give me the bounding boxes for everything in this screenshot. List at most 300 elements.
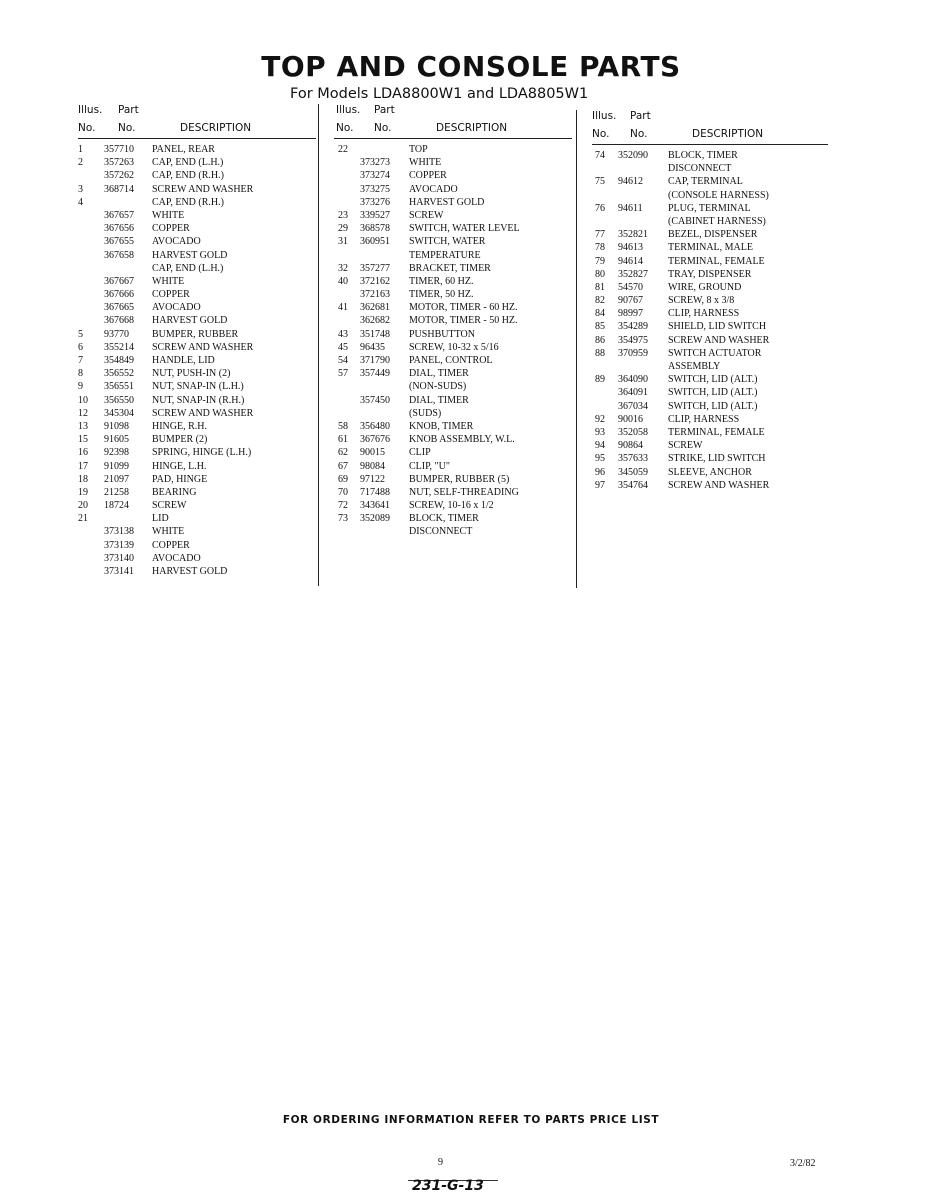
part-row (78, 394, 316, 407)
description: TERMINAL, MALE (668, 242, 753, 254)
part-row (334, 512, 572, 525)
part-row (78, 209, 316, 222)
description: BEZEL, DISPENSER (668, 229, 758, 241)
part-row (78, 380, 316, 393)
part-no: 94612 (618, 176, 643, 188)
part-row (78, 314, 316, 327)
description: PANEL, CONTROL (409, 355, 493, 366)
description: SWITCH, WATER LEVEL (409, 223, 520, 235)
illus-no: 31 (338, 236, 348, 248)
illus-no: 4 (78, 196, 83, 208)
illus-no: 93 (595, 426, 605, 438)
part-no: 360951 (360, 236, 390, 248)
illus-no: 22 (338, 144, 348, 155)
description: CAP, END (R.H.) (152, 196, 224, 208)
part-no: 373141 (104, 566, 134, 577)
part-no: 93770 (104, 328, 129, 340)
description: SCREW, 8 x 3/8 (668, 295, 735, 307)
column-header (334, 104, 572, 140)
description: SCREW AND WASHER (152, 341, 254, 353)
description: BLOCK, TIMER (668, 150, 738, 161)
description: CLIP (409, 447, 431, 459)
description: STRIKE, LID SWITCH (668, 453, 766, 465)
part-row (78, 446, 316, 459)
part-no: 367666 (104, 289, 134, 301)
illus-no: 89 (595, 374, 605, 386)
part-row (78, 301, 316, 314)
description: KNOB ASSEMBLY, W.L. (409, 434, 515, 446)
description: WHITE (409, 157, 442, 169)
part-no: 362682 (360, 315, 390, 327)
parts-rows (592, 149, 828, 492)
description: TERMINAL, FEMALE (668, 255, 765, 267)
header-description: DESCRIPTION (180, 122, 252, 134)
part-row (592, 360, 828, 373)
part-no: 370959 (618, 347, 648, 359)
illus-no: 45 (338, 341, 348, 353)
description: AVOCADO (152, 302, 201, 314)
part-no: 94611 (618, 202, 643, 214)
description: PLUG, TERMINAL (668, 202, 751, 214)
part-no: 91098 (104, 420, 129, 432)
part-row (78, 499, 316, 512)
illus-no: 78 (595, 242, 605, 254)
part-row (334, 354, 572, 367)
print-date: 3/2/82 (790, 1158, 816, 1169)
description: COPPER (409, 170, 447, 182)
part-row (592, 202, 828, 215)
part-row (78, 262, 316, 275)
illus-no: 19 (78, 486, 88, 498)
illus-no: 73 (338, 513, 348, 525)
parts-rows (78, 143, 316, 578)
description: SCREW, 10-16 x 1/2 (409, 500, 494, 512)
illus-no: 88 (595, 347, 605, 359)
description: CAP, TERMINAL (668, 176, 743, 188)
part-row (78, 486, 316, 499)
part-row (78, 354, 316, 367)
illus-no: 20 (78, 500, 88, 512)
illus-no: 96 (595, 466, 605, 478)
description: COPPER (152, 289, 190, 301)
part-row (334, 183, 572, 196)
description: HARVEST GOLD (152, 566, 228, 577)
part-row (334, 235, 572, 248)
part-no: 367656 (104, 223, 134, 235)
part-row (334, 288, 572, 301)
part-row (334, 275, 572, 288)
description: MOTOR, TIMER - 60 HZ. (409, 302, 518, 314)
part-no: 373139 (104, 539, 134, 551)
part-no: 373275 (360, 183, 390, 195)
part-no: 364090 (618, 374, 648, 386)
part-row (592, 215, 828, 228)
handwritten-code: 231-G-13 (412, 1178, 484, 1194)
description: BUMPER (2) (152, 434, 208, 446)
part-row (592, 255, 828, 268)
description: SPRING, HINGE (L.H.) (152, 447, 252, 459)
part-no: 367667 (104, 275, 134, 287)
part-no: 357449 (360, 368, 390, 380)
part-no: 90015 (360, 447, 385, 459)
part-row (334, 196, 572, 209)
part-row (78, 433, 316, 446)
part-no: 96435 (360, 341, 385, 353)
description: SCREW (152, 500, 187, 512)
description: HANDLE, LID (152, 355, 215, 366)
illus-no: 40 (338, 275, 348, 287)
illus-no: 10 (78, 394, 88, 406)
description: (CONSOLE HARNESS) (668, 189, 769, 201)
part-row (592, 268, 828, 281)
part-row (78, 539, 316, 552)
part-row (334, 262, 572, 275)
part-no: 367676 (360, 434, 390, 446)
illus-no: 67 (338, 460, 348, 472)
description: WIRE, GROUND (668, 281, 742, 293)
part-row (334, 473, 572, 486)
description: COPPER (152, 223, 190, 235)
part-no: 367665 (104, 302, 134, 314)
description: SWITCH, LID (ALT.) (668, 374, 758, 386)
illus-no: 2 (78, 157, 83, 169)
header-part: Part (118, 104, 139, 116)
description: NUT, SNAP-IN (L.H.) (152, 381, 244, 393)
header-illus: Illus. (336, 104, 361, 116)
description: BEARING (152, 486, 197, 498)
part-row (592, 294, 828, 307)
part-no: 717488 (360, 486, 390, 498)
illus-no: 7 (78, 355, 83, 366)
description: AVOCADO (409, 183, 458, 195)
part-no: 352089 (360, 513, 390, 525)
illus-no: 41 (338, 302, 348, 314)
illus-no: 95 (595, 453, 605, 465)
part-row (592, 320, 828, 333)
part-row (334, 525, 572, 538)
part-no: 339527 (360, 209, 390, 221)
illus-no: 77 (595, 229, 605, 241)
part-row (592, 452, 828, 465)
illus-no: 84 (595, 308, 605, 320)
description: SWITCH, WATER (409, 236, 486, 248)
part-row (334, 209, 572, 222)
part-row (334, 143, 572, 156)
header-rule (78, 138, 316, 139)
illus-no: 62 (338, 447, 348, 459)
part-no: 354849 (104, 355, 134, 366)
part-no: 357710 (104, 144, 134, 155)
part-row (592, 373, 828, 386)
part-row (78, 525, 316, 538)
part-no: 357277 (360, 262, 390, 274)
part-row (592, 334, 828, 347)
part-no: 362681 (360, 302, 390, 314)
header-illus-no: No. (592, 128, 610, 140)
header-part-no: No. (374, 122, 392, 134)
part-no: 372162 (360, 275, 390, 287)
page-title: TOP AND CONSOLE PARTS (261, 50, 681, 83)
illus-no: 80 (595, 268, 605, 280)
part-no: 356551 (104, 381, 134, 393)
parts-rows (334, 143, 572, 539)
description: PAD, HINGE (152, 473, 208, 485)
part-no: 21258 (104, 486, 129, 498)
description: SWITCH, LID (ALT.) (668, 387, 758, 399)
part-row (592, 307, 828, 320)
illus-no: 86 (595, 334, 605, 346)
description: TERMINAL, FEMALE (668, 426, 765, 438)
description: DISCONNECT (409, 526, 473, 538)
column-divider (576, 110, 577, 588)
part-row (78, 183, 316, 196)
part-no: 90016 (618, 413, 643, 425)
description: AVOCADO (152, 552, 201, 564)
description: SCREW AND WASHER (668, 334, 770, 346)
part-no: 90767 (618, 295, 643, 307)
part-no: 357263 (104, 157, 134, 169)
part-no: 91605 (104, 434, 129, 446)
part-no: 373276 (360, 196, 390, 208)
part-no: 356550 (104, 394, 134, 406)
part-row (334, 380, 572, 393)
part-no: 364091 (618, 387, 648, 399)
description: BUMPER, RUBBER (152, 328, 239, 340)
description: ASSEMBLY (668, 361, 721, 372)
part-no: 94613 (618, 242, 643, 254)
illus-no: 21 (78, 513, 88, 525)
part-row (592, 466, 828, 479)
part-no: 372163 (360, 289, 390, 301)
header-description: DESCRIPTION (692, 128, 764, 140)
part-row (592, 281, 828, 294)
illus-no: 54 (338, 355, 348, 366)
part-row (334, 486, 572, 499)
part-no: 98997 (618, 308, 643, 320)
description: CLIP, HARNESS (668, 413, 740, 425)
description: (NON-SUDS) (409, 381, 467, 393)
part-no: 90864 (618, 440, 643, 452)
part-row (78, 249, 316, 262)
part-row (334, 394, 572, 407)
part-no: 97122 (360, 473, 385, 485)
header-description: DESCRIPTION (436, 122, 508, 134)
column-header (78, 104, 316, 140)
part-row (592, 241, 828, 254)
illus-no: 9 (78, 381, 83, 393)
page-number: 9 (438, 1157, 443, 1168)
part-row (78, 328, 316, 341)
part-row (78, 235, 316, 248)
illus-no: 43 (338, 328, 348, 340)
description: DIAL, TIMER (409, 368, 469, 380)
part-no: 373273 (360, 157, 390, 169)
part-row (78, 288, 316, 301)
part-row (78, 565, 316, 578)
header-illus: Illus. (592, 110, 617, 122)
part-row (592, 439, 828, 452)
ordering-footer: FOR ORDERING INFORMATION REFER TO PARTS PRICE LIST (282, 1114, 660, 1126)
part-row (78, 407, 316, 420)
description: MOTOR, TIMER - 50 HZ. (409, 315, 518, 327)
description: TIMER, 60 HZ. (409, 275, 474, 287)
description: HARVEST GOLD (152, 315, 228, 327)
part-no: 351748 (360, 328, 390, 340)
part-row (592, 347, 828, 360)
part-row (334, 314, 572, 327)
description: COPPER (152, 539, 190, 551)
illus-no: 5 (78, 328, 83, 340)
header-part: Part (630, 110, 651, 122)
part-no: 356480 (360, 420, 390, 432)
description: CAP, END (L.H.) (152, 262, 224, 274)
part-row (78, 460, 316, 473)
part-row (334, 169, 572, 182)
illus-no: 17 (78, 460, 88, 472)
part-row (78, 169, 316, 182)
description: HINGE, L.H. (152, 460, 207, 472)
illus-no: 6 (78, 341, 83, 353)
description: NUT, SELF-THREADING (409, 486, 519, 498)
part-no: 352821 (618, 229, 648, 241)
illus-no: 18 (78, 473, 88, 485)
description: (SUDS) (409, 407, 442, 419)
part-no: 352090 (618, 150, 648, 161)
part-row (78, 143, 316, 156)
part-row (592, 162, 828, 175)
part-no: 367668 (104, 315, 134, 327)
illus-no: 70 (338, 486, 348, 498)
illus-no: 94 (595, 440, 605, 452)
description: WHITE (152, 275, 185, 287)
part-no: 18724 (104, 500, 129, 512)
description: WHITE (152, 209, 185, 221)
part-no: 21097 (104, 473, 129, 485)
part-no: 94614 (618, 255, 643, 267)
illus-no: 75 (595, 176, 605, 188)
description: BRACKET, TIMER (409, 262, 491, 274)
part-row (592, 149, 828, 162)
part-no: 367657 (104, 209, 134, 221)
part-no: 357262 (104, 170, 134, 182)
illus-no: 69 (338, 473, 348, 485)
illus-no: 13 (78, 420, 88, 432)
part-row (334, 222, 572, 235)
description: BUMPER, RUBBER (5) (409, 473, 510, 485)
description: LID (152, 513, 169, 525)
header-illus: Illus. (78, 104, 103, 116)
part-row (334, 420, 572, 433)
description: SCREW AND WASHER (152, 183, 254, 195)
part-row (78, 512, 316, 525)
description: NUT, PUSH-IN (2) (152, 368, 231, 380)
part-no: 354975 (618, 334, 648, 346)
part-row (334, 341, 572, 354)
part-no: 373140 (104, 552, 134, 564)
part-row (334, 249, 572, 262)
illus-no: 8 (78, 368, 83, 380)
description: TOP (409, 144, 428, 155)
illus-no: 15 (78, 434, 88, 446)
description: DIAL, TIMER (409, 394, 469, 406)
header-illus-no: No. (78, 122, 96, 134)
part-row (334, 301, 572, 314)
part-no: 357450 (360, 394, 390, 406)
part-no: 371790 (360, 355, 390, 366)
illus-no: 12 (78, 407, 88, 419)
header-part-no: No. (118, 122, 136, 134)
part-no: 368714 (104, 183, 134, 195)
part-row (334, 499, 572, 512)
illus-no: 92 (595, 413, 605, 425)
part-no: 357633 (618, 453, 648, 465)
part-row (592, 426, 828, 439)
part-no: 355214 (104, 341, 134, 353)
part-no: 367655 (104, 236, 134, 248)
illus-no: 61 (338, 434, 348, 446)
illus-no: 81 (595, 281, 605, 293)
header-part: Part (374, 104, 395, 116)
illus-no: 16 (78, 447, 88, 459)
part-row (78, 156, 316, 169)
part-no: 373274 (360, 170, 390, 182)
illus-no: 85 (595, 321, 605, 333)
part-row (334, 407, 572, 420)
part-no: 373138 (104, 526, 134, 538)
header-rule (592, 144, 828, 145)
part-row (78, 196, 316, 209)
illus-no: 79 (595, 255, 605, 267)
description: SCREW AND WASHER (152, 407, 254, 419)
description: CAP, END (L.H.) (152, 157, 224, 169)
part-row (334, 156, 572, 169)
description: BLOCK, TIMER (409, 513, 479, 525)
part-no: 354764 (618, 479, 648, 491)
part-row (334, 460, 572, 473)
part-no: 54570 (618, 281, 643, 293)
description: TRAY, DISPENSER (668, 268, 752, 280)
part-row (592, 175, 828, 188)
description: SCREW (668, 440, 703, 452)
description: NUT, SNAP-IN (R.H.) (152, 394, 245, 406)
part-no: 352058 (618, 426, 648, 438)
column-divider (318, 104, 319, 586)
description: PUSHBUTTON (409, 328, 475, 340)
header-illus-no: No. (336, 122, 354, 134)
column-header (592, 110, 828, 146)
part-no: 345059 (618, 466, 648, 478)
part-no: 367034 (618, 400, 648, 412)
part-row (78, 222, 316, 235)
description: TIMER, 50 HZ. (409, 289, 474, 301)
part-row (78, 473, 316, 486)
illus-no: 76 (595, 202, 605, 214)
part-row (78, 341, 316, 354)
part-no: 92398 (104, 447, 129, 459)
part-no: 352827 (618, 268, 648, 280)
part-row (334, 328, 572, 341)
description: SCREW (409, 209, 444, 221)
part-row (592, 400, 828, 413)
description: DISCONNECT (668, 163, 732, 175)
illus-no: 1 (78, 144, 83, 155)
part-row (592, 386, 828, 399)
description: AVOCADO (152, 236, 201, 248)
part-row (592, 228, 828, 241)
illus-no: 58 (338, 420, 348, 432)
description: HARVEST GOLD (152, 249, 228, 261)
description: KNOB, TIMER (409, 420, 474, 432)
